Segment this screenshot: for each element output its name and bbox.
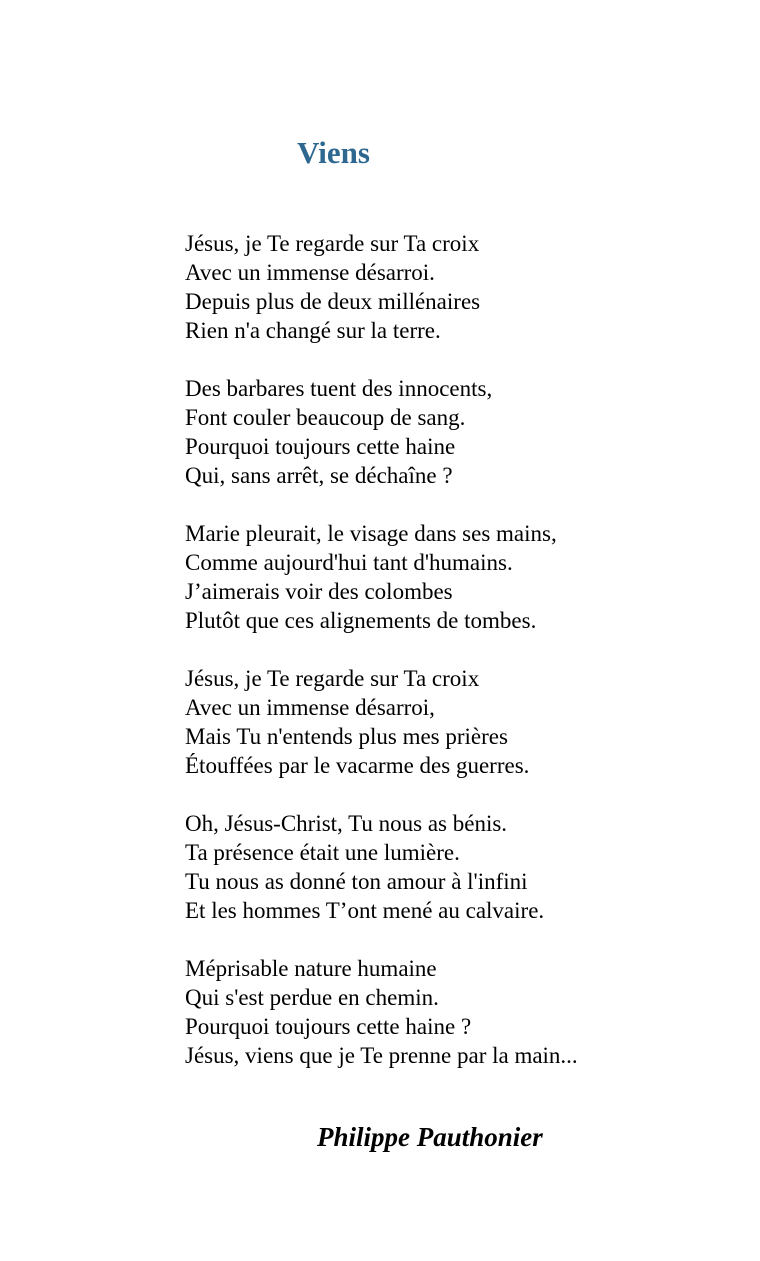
poem-line: Mais Tu n'entends plus mes prières — [185, 724, 508, 749]
poem-line: Avec un immense désarroi, — [185, 695, 435, 720]
stanza-2 — [185, 374, 578, 490]
stanza-4 — [185, 664, 578, 780]
poem-line: Jésus, je Te regarde sur Ta croix — [185, 231, 480, 256]
poem-line: Ta présence était une lumière. — [185, 840, 460, 865]
poem-line: Jésus, je Te regarde sur Ta croix — [185, 666, 480, 691]
poem-line: Méprisable nature humaine — [185, 956, 437, 981]
stanza-5 — [185, 809, 578, 925]
poem-line: Pourquoi toujours cette haine — [185, 434, 456, 459]
poem-line: Qui s'est perdue en chemin. — [185, 985, 439, 1010]
poem-line: Oh, Jésus-Christ, Tu nous as bénis. — [185, 811, 508, 836]
poem-line: Jésus, viens que je Te prenne par la main... — [185, 1043, 578, 1068]
poem-line: Pourquoi toujours cette haine ? — [185, 1014, 472, 1039]
stanza-6 — [185, 954, 578, 1070]
poem-body — [185, 229, 578, 1070]
poem-line: Depuis plus de deux millénaires — [185, 289, 481, 314]
poem-line: Rien n'a changé sur la terre. — [185, 318, 441, 343]
poem-line: Des barbares tuent des innocents, — [185, 376, 493, 401]
poem-line: Avec un immense désarroi. — [185, 260, 435, 285]
author-signature: Philippe Pauthonier — [317, 1122, 543, 1152]
poem-line: Comme aujourd'hui tant d'humains. — [185, 550, 513, 575]
poem-line: Font couler beaucoup de sang. — [185, 405, 466, 430]
poem-line: Plutôt que ces alignements de tombes. — [185, 608, 537, 633]
poem-line: Et les hommes T’ont mené au calvaire. — [185, 898, 545, 923]
poem-line: J’aimerais voir des colombes — [185, 579, 453, 604]
poem-line: Tu nous as donné ton amour à l'infini — [185, 869, 528, 894]
poem-line: Marie pleurait, le visage dans ses mains, — [185, 521, 557, 546]
poem-line: Qui, sans arrêt, se déchaîne ? — [185, 463, 453, 488]
poem-title: Viens — [297, 135, 370, 170]
stanza-1 — [185, 229, 578, 345]
stanza-3 — [185, 519, 578, 635]
poem-line: Étouffées par le vacarme des guerres. — [185, 753, 530, 778]
